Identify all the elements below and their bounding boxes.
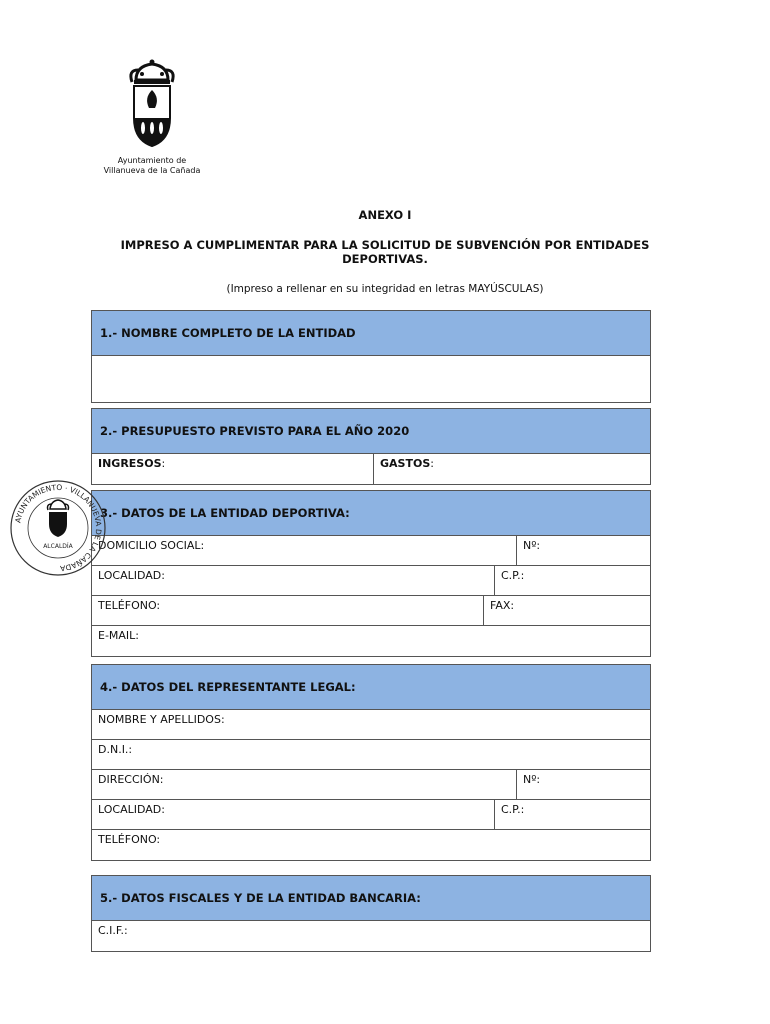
- cp-field[interactable]: [494, 800, 650, 829]
- budget-row: [92, 454, 650, 484]
- form-row: [92, 596, 650, 626]
- gastos-label: GASTOS: [380, 457, 431, 470]
- official-stamp-icon: [8, 478, 108, 578]
- entity-name-field[interactable]: [92, 356, 650, 402]
- localidad-field[interactable]: [92, 566, 494, 595]
- cp-label: C.P.:: [501, 569, 525, 582]
- localidad-label: LOCALIDAD:: [98, 803, 165, 816]
- form-row: [92, 740, 650, 770]
- form-row: [92, 710, 650, 740]
- telefono-label: TELÉFONO:: [98, 599, 161, 612]
- form-row: [92, 800, 650, 830]
- gastos-field[interactable]: GASTOS:: [373, 454, 650, 484]
- cp-field[interactable]: [494, 566, 650, 595]
- fax-label: FAX:: [490, 599, 515, 612]
- telefono-field[interactable]: [92, 830, 650, 860]
- section-title: 3.- DATOS DE LA ENTIDAD DEPORTIVA:: [92, 491, 650, 536]
- logo-caption: [92, 156, 212, 176]
- numero-field[interactable]: [516, 536, 650, 565]
- localidad-label: LOCALIDAD:: [98, 569, 165, 582]
- logo-line1: Ayuntamiento de: [117, 156, 187, 165]
- email-label: E-MAIL:: [98, 629, 140, 642]
- document-title: IMPRESO A CUMPLIMENTAR PARA LA SOLICITUD DE SUBVENCIÓN POR ENTIDADES DEPORTIVAS.: [120, 238, 650, 266]
- municipal-logo: [92, 58, 212, 176]
- form-row: [92, 536, 650, 566]
- ingresos-label: INGRESOS: [98, 457, 162, 470]
- fill-instruction: (Impreso a rellenar en su integridad en letras MAYÚSCULAS): [226, 283, 544, 295]
- form-row: [92, 626, 650, 656]
- domicilio-label: DOMICILIO SOCIAL:: [98, 539, 205, 552]
- annex-label: ANEXO I: [358, 208, 412, 222]
- cp-label: C.P.:: [501, 803, 525, 816]
- dni-label: D.N.I.:: [98, 743, 133, 756]
- cif-field[interactable]: [92, 921, 650, 951]
- telefono-field[interactable]: [92, 596, 483, 625]
- section-entity-name: [91, 310, 651, 403]
- domicilio-field[interactable]: [92, 536, 516, 565]
- cif-label: C.I.F.:: [98, 924, 128, 937]
- nombre-label: NOMBRE Y APELLIDOS:: [98, 713, 225, 726]
- ingresos-field[interactable]: INGRESOS:: [98, 457, 166, 470]
- section-title: 2.- PRESUPUESTO PREVISTO PARA EL AÑO 2020: [92, 409, 650, 454]
- nombre-field[interactable]: [92, 710, 650, 739]
- section-fiscal-bank: [91, 875, 651, 952]
- numero-field[interactable]: [516, 770, 650, 799]
- direccion-label: DIRECCIÓN:: [98, 773, 164, 786]
- section-title: 1.- NOMBRE COMPLETO DE LA ENTIDAD: [92, 311, 650, 356]
- numero-label: Nº:: [523, 539, 541, 552]
- section-budget: [91, 408, 651, 485]
- email-field[interactable]: [92, 626, 650, 656]
- fax-field[interactable]: [483, 596, 650, 625]
- section-sports-entity: [91, 490, 651, 657]
- logo-line2: Villanueva de la Cañada: [103, 166, 201, 175]
- coat-of-arms-icon: [122, 58, 182, 150]
- form-row: [92, 921, 650, 951]
- localidad-field[interactable]: [92, 800, 494, 829]
- direccion-field[interactable]: [92, 770, 516, 799]
- section-legal-representative: [91, 664, 651, 861]
- form-row: [92, 830, 650, 860]
- section-title: 5.- DATOS FISCALES Y DE LA ENTIDAD BANCARIA:: [92, 876, 650, 921]
- stamp-ring-text: AYUNTAMIENTO · VILLANUEVA DE LA CAÑADA: [13, 482, 104, 573]
- numero-label: Nº:: [523, 773, 541, 786]
- telefono-label: TELÉFONO:: [98, 833, 161, 846]
- stamp-center-text: ALCALDÍA: [43, 543, 73, 550]
- form-row: [92, 770, 650, 800]
- section-title: 4.- DATOS DEL REPRESENTANTE LEGAL:: [92, 665, 650, 710]
- form-row: [92, 566, 650, 596]
- dni-field[interactable]: [92, 740, 650, 769]
